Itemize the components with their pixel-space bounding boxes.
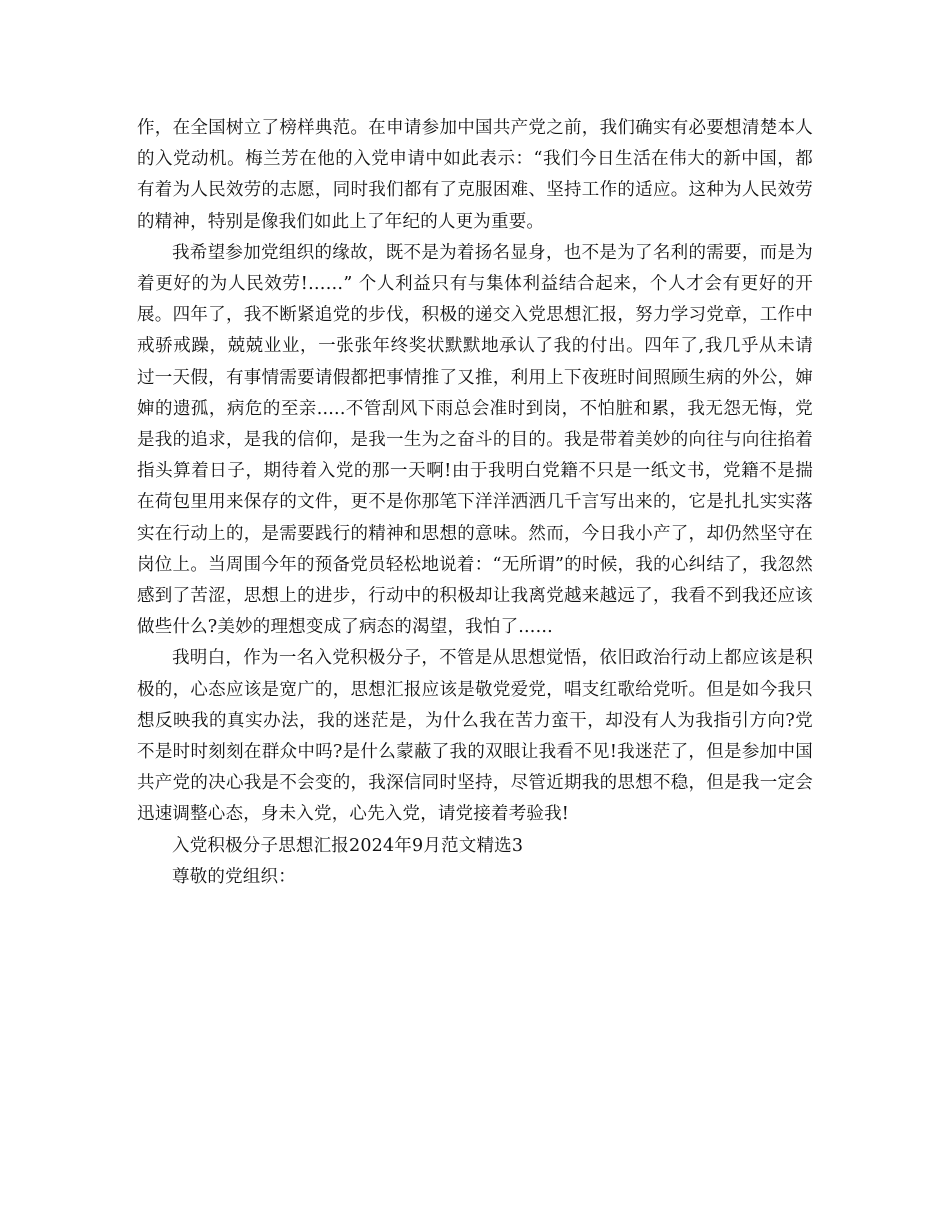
paragraph-motivation: 我希望参加党组织的缘故，既不是为着扬名显身，也不是为了名利的需要，而是为着更好的为人民效劳!……” 个人利益只有与集体利益结合起来，个人才会有更好的开展。四年了，我不断紧追党的步伐，积极的递交入党思想汇报，努力学习党章，工作中戒骄戒躁，兢兢业业，一张张年终奖状默默地承认了我的付出。四年了,我几乎从未请过一天假，有事情需要请假都把事情推了又推，利用上下夜班时间照顾生病的外公，婶婶的遗孤，病危的至亲.....不管刮风下雨总会准时到岗，不怕脏和累，我无怨无悔，党是我的追求，是我的信仰，是我一生为之奋斗的目的。我是带着美妙的向往与向往掐着指头算着日子，期待着入党的那一天啊!由于我明白党籍不只是一纸文书，党籍不是揣在荷包里用来保存的文件，更不是你那笔下洋洋洒洒几千言写出来的，它是扎扎实实落实在行动上的，是需要践行的精神和思想的意味。然而，今日我小产了，却仍然坚守在岗位上。当周围今年的预备党员轻松地说着：“无所谓”的时候，我的心纠结了，我忽然感到了苦涩，思想上的进步，行动中的积极却让我离党越来越远了，我看不到我还应该做些什么?美妙的理想变成了病态的渴望，我怕了......: [137, 242, 813, 638]
paragraph-reflection: 我明白，作为一名入党积极分子，不管是从思想觉悟，依旧政治行动上都应该是积极的，心态应该是宽广的，思想汇报应该是敬党爱党，唱支红歌给党听。但是如今我只想反映我的真实办法，我的迷茫是，为什么我在苦力蛮干，却没有人为我指引方向?党不是时时刻刻在群众中吗?是什么蒙蔽了我的双眼让我看不见!我迷茫了，但是参加中国共产党的决心我是不会变的，我深信同时坚持，尽管近期我的思想不稳，但是我一定会迅速调整心态，身未入党，心先入党，请党接着考验我!: [137, 648, 813, 825]
document-body: [137, 113, 813, 893]
paragraph-continuation: 作，在全国树立了榜样典范。在申请参加中国共产党之前，我们确实有必要想清楚本人的入党动机。梅兰芳在他的入党申请中如此表示：“我们今日生活在伟大的新中国，都有着为人民效劳的志愿，同时我们都有了克服困难、坚持工作的适应。这种为人民效劳的精神，特别是像我们如此上了年纪的人更为重要。: [137, 118, 813, 232]
salutation: 尊敬的党组织：: [172, 866, 296, 887]
section-heading: 入党积极分子思想汇报2024年9月范文精选3: [172, 835, 524, 856]
